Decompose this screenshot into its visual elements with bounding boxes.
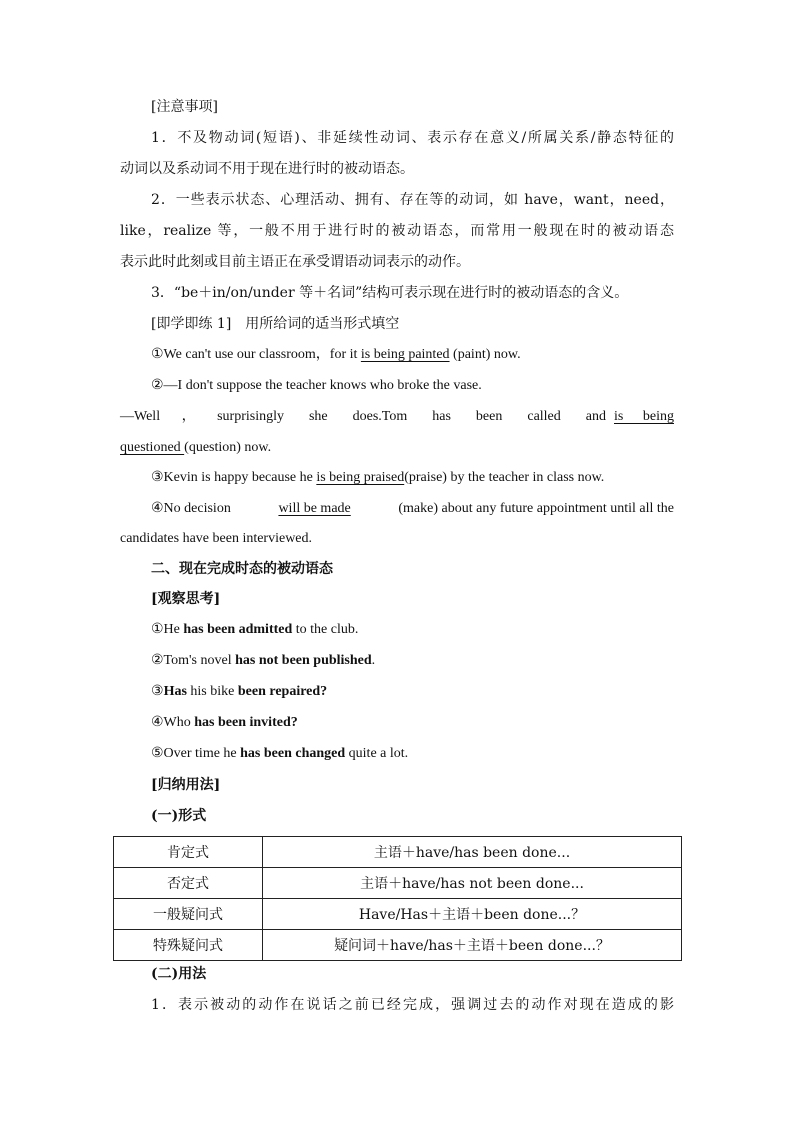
table-row [114, 899, 682, 930]
q4-text-pre: ④No decision [151, 501, 231, 516]
form-type-cell: 一般疑问式 [114, 899, 263, 930]
usage-heading: (二)用法 [151, 966, 207, 982]
form-pattern-cell: 主语＋have/has not been done... [263, 868, 682, 899]
q1-answer: is being painted [360, 347, 450, 362]
example-3-pre: ③ [151, 684, 164, 699]
q3-text-post: (praise) by the teacher in class now. [404, 470, 605, 485]
form-pattern-cell: 疑问词＋have/has＋主语＋been done...？ [263, 930, 682, 961]
section-2-title: 二、现在完成时态的被动语态 [151, 561, 333, 577]
example-5-pre: ⑤Over time he [151, 746, 241, 761]
form-type-cell: 特殊疑问式 [114, 930, 263, 961]
form-pattern-cell: Have/Has＋主语＋been done...？ [263, 899, 682, 930]
usage-1: 1．表示被动的动作在说话之前已经完成，强调过去的动作对现在造成的影 [151, 997, 674, 1013]
table-row [114, 837, 682, 868]
table-row [114, 930, 682, 961]
example-2 [151, 651, 375, 671]
q1-text-pre: ①We can't use our classroom，for it [151, 347, 361, 362]
example-4 [151, 713, 298, 733]
summary-heading: [归纳用法] [151, 777, 221, 793]
q2-answer-part-2: questioned [120, 440, 185, 455]
practice-question-4-line-2: candidates have been interviewed. [120, 531, 313, 546]
example-3-bold-2: been repaired? [237, 684, 328, 699]
form-type-cell: 否定式 [114, 868, 263, 899]
note-3: 3．“be＋in/on/under 等＋名词”结构可表示现在进行时的被动语态的含义。 [151, 285, 629, 301]
example-1-bold: has been admitted [183, 622, 293, 637]
note-2-line-2: like，realize 等，一般不用于进行时的被动语态，而常用一般现在时的被动语态 [120, 223, 674, 239]
practice-question-2-line-1: ②—I don't suppose the teacher knows who broke the vase. [151, 378, 482, 393]
practice-question-2-line-3 [120, 438, 271, 458]
example-3 [151, 682, 327, 702]
example-4-pre: ④Who [151, 715, 195, 730]
form-type-cell: 肯定式 [114, 837, 263, 868]
notes-heading: [注意事项] [151, 99, 218, 115]
example-3-mid: his bike [186, 684, 238, 699]
example-2-pre: ②Tom's novel [151, 653, 236, 668]
example-3-bold: Has [163, 684, 187, 699]
note-2-line-1: 2．一些表示状态、心理活动、拥有、存在等的动词，如 have，want，need， [151, 192, 674, 208]
q2-text-post: (question) now. [184, 440, 272, 455]
observe-heading: [观察思考] [151, 591, 221, 607]
q3-answer: is being praised [316, 470, 405, 485]
example-1-post: to the club. [292, 622, 359, 637]
note-1-line-1: 1．不及物动词(短语)、非延续性动词、表示存在意义/所属关系/静态特征的 [151, 130, 674, 146]
form-heading: (一)形式 [151, 808, 207, 824]
example-4-bold: has been invited? [194, 715, 298, 730]
form-pattern-cell: 主语＋have/has been done... [263, 837, 682, 868]
practice-heading: [即学即练 1] 用所给词的适当形式填空 [151, 316, 400, 332]
practice-question-2-line-2 [120, 407, 674, 427]
table-row [114, 868, 682, 899]
forms-table [113, 836, 682, 961]
q4-text-post: (make) about any future appointment until all the [398, 501, 674, 516]
example-2-bold: has not been published [235, 653, 372, 668]
q2-answer-part-1: is being [614, 409, 674, 424]
q1-text-post: (paint) now. [449, 347, 521, 362]
example-1-pre: ①He [151, 622, 184, 637]
q4-answer: will be made [278, 501, 351, 516]
note-1-line-2: 动词以及系动词不用于现在进行时的被动语态。 [120, 161, 414, 177]
example-5 [151, 744, 408, 764]
example-1 [151, 620, 358, 640]
q3-text-pre: ③Kevin is happy because he [151, 470, 317, 485]
practice-question-4-line-1 [151, 499, 674, 519]
note-2-line-3: 表示此时此刻或目前主语正在承受谓语动词表示的动作。 [120, 254, 470, 270]
practice-question-3 [151, 468, 604, 488]
practice-question-1 [151, 345, 521, 365]
example-5-post: quite a lot. [345, 746, 409, 761]
q2-text: —Well，surprisingly she does.Tom has been called and [120, 409, 606, 424]
example-2-post: . [371, 653, 376, 668]
example-5-bold: has been changed [240, 746, 346, 761]
